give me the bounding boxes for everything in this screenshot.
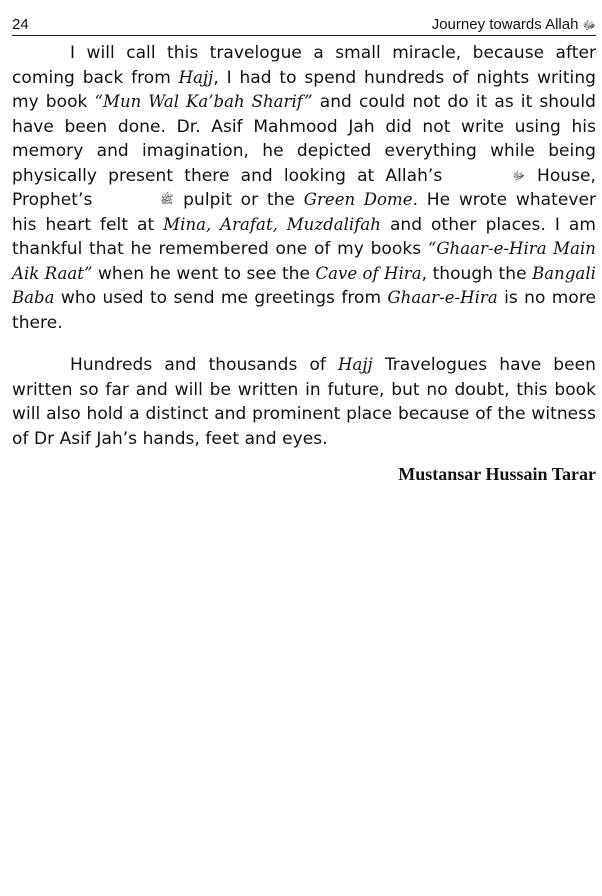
p1-text-7: and other places. I am thankful that he remembered one of my books bbox=[12, 214, 596, 259]
p1-text-2: , I had to spend hundreds of nights writing my book bbox=[12, 67, 596, 112]
p1-green-dome: Green Dome bbox=[303, 190, 413, 209]
p2-text-1: Hundreds and thousands of bbox=[70, 355, 339, 375]
p1-book-title-2: “Ghaar-e-Hira Main Aik Raat” bbox=[12, 239, 596, 283]
p1-ghaar: Ghaar-e-Hira bbox=[387, 288, 498, 307]
p1-text-11: is no more there. bbox=[12, 288, 596, 333]
paragraph-1 bbox=[12, 41, 596, 335]
page-number: 24 bbox=[12, 16, 29, 33]
p1-text-1: I will call this travelogue a small miracle, because after coming back from bbox=[12, 43, 596, 88]
p1-hajj: Hajj bbox=[178, 67, 214, 87]
running-title-text: Journey towards Allah bbox=[431, 16, 579, 33]
p1-text-3: and could not do it as it should have been done. Dr. Asif Mahmood Jah did not write using his memory and imagination, he depicted everything while being physically present there and looking at Allah’s bbox=[12, 92, 596, 186]
page-body bbox=[12, 41, 596, 485]
p1-text-8: when he went to see the bbox=[92, 263, 316, 284]
p1-text-5: pulpit or the bbox=[174, 190, 304, 210]
p2-hajj: Hajj bbox=[338, 355, 373, 374]
honorific-glyph-icon: ﷻ bbox=[582, 18, 596, 32]
p1-baba: Bangali Baba bbox=[12, 263, 596, 307]
p1-text-6: . He wrote whatever his heart felt at bbox=[12, 190, 597, 235]
p1-text-10: who used to send me greetings from bbox=[54, 288, 388, 308]
p2-text-2: Travelogues have been written so far and will be written in future, but no doubt, this book will also hold a distinct and prominent place because of the witness of Dr Asif Jah’s hands, feet and eyes. bbox=[12, 355, 596, 449]
prophet-honorific-icon: ﷺ bbox=[160, 193, 174, 206]
p1-book-title-1: “Mun Wal Ka’bah Sharif” bbox=[94, 92, 313, 111]
p1-text-9: , though the bbox=[421, 263, 533, 284]
running-header bbox=[12, 10, 596, 36]
running-title bbox=[432, 17, 596, 32]
p1-places: Mina, Arafat, Muzdalifah bbox=[163, 214, 381, 234]
paragraph-2 bbox=[12, 353, 596, 451]
p1-cave: Cave of Hira bbox=[315, 263, 422, 283]
allah-honorific-icon: ﷻ bbox=[512, 168, 525, 182]
author-signature: Mustansar Hussain Tarar bbox=[398, 464, 596, 484]
p1-text-4: House, Prophet’s bbox=[12, 165, 596, 210]
